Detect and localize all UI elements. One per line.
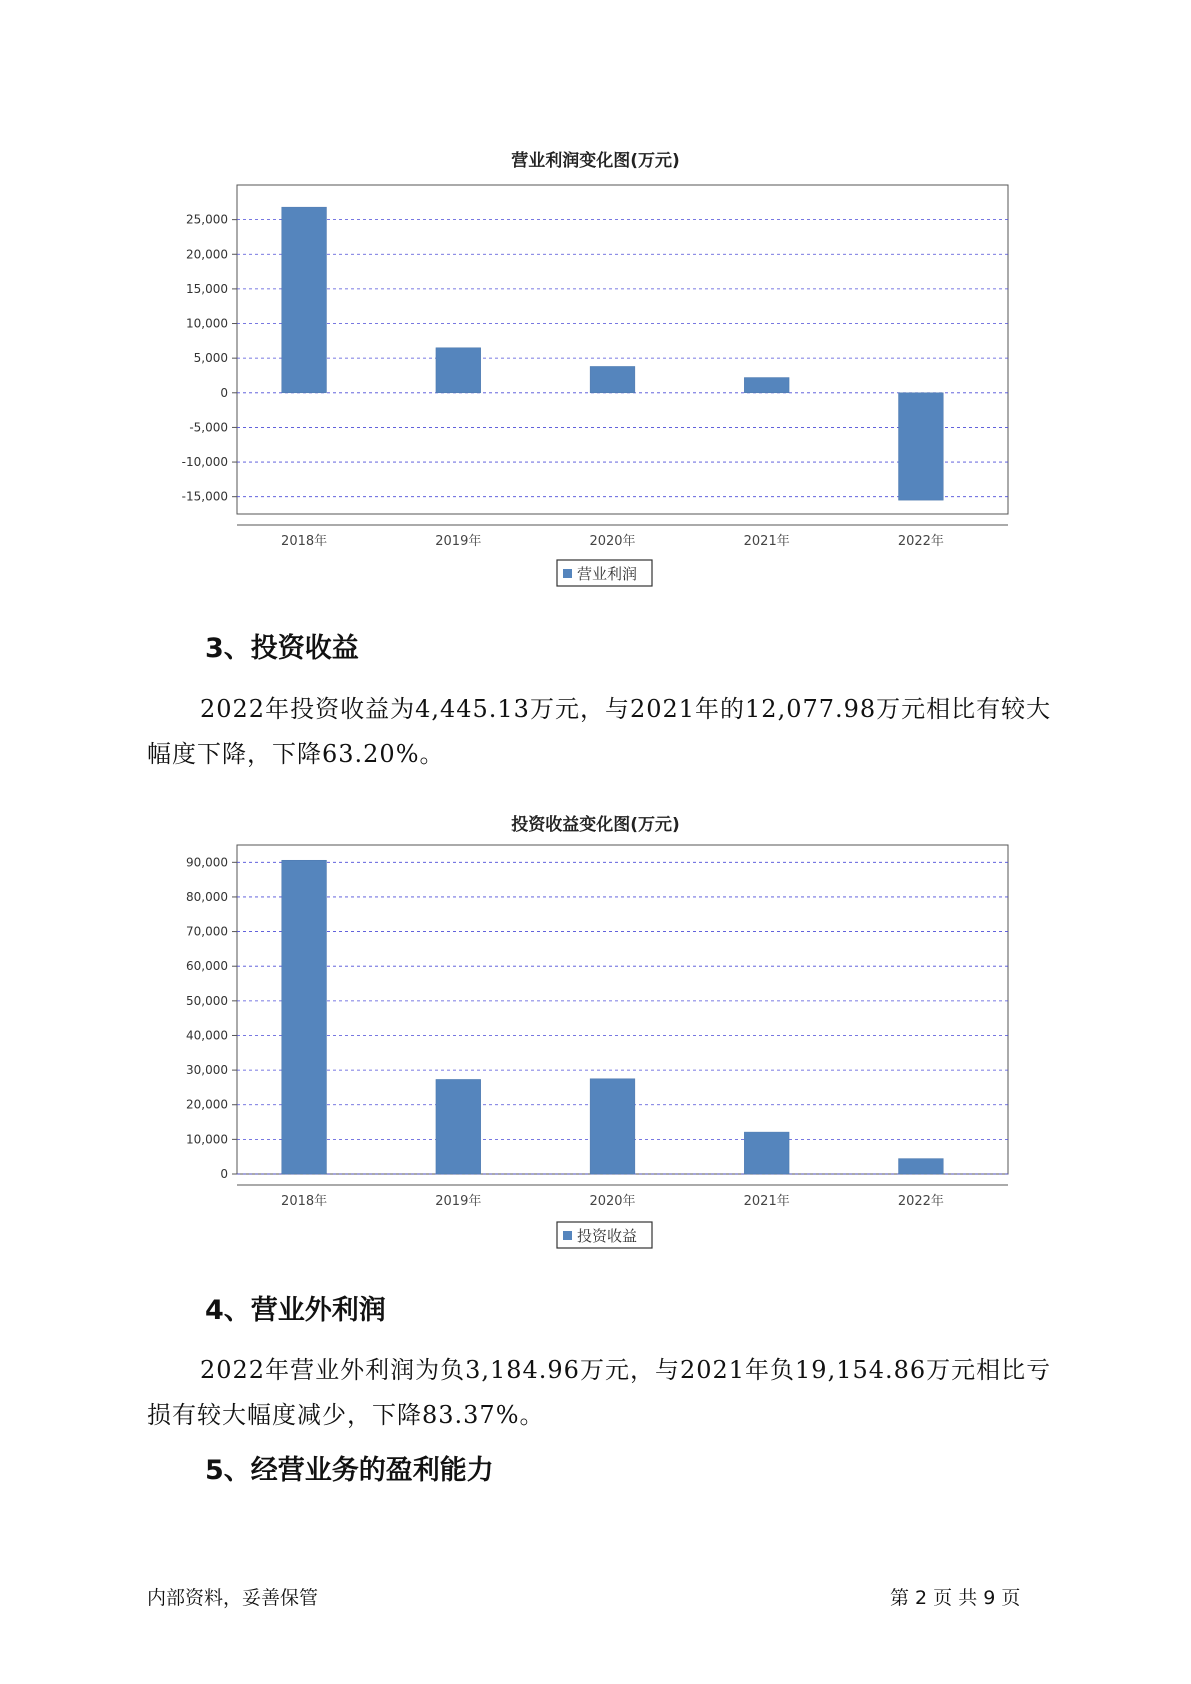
y-tick-label: 20,000 [186, 1097, 228, 1112]
y-tick-label: 80,000 [186, 889, 228, 904]
y-tick-label: 40,000 [186, 1028, 228, 1043]
y-tick-label: 70,000 [186, 924, 228, 939]
chart-title-investment-income: 投资收益变化图(万元) [511, 815, 680, 835]
x-tick-label: 2020年 [589, 1194, 636, 1209]
bar-2019年 [436, 1079, 481, 1174]
x-tick-label: 2020年 [589, 534, 636, 549]
legend-label: 营业利润 [577, 565, 638, 583]
y-tick-label: 15,000 [186, 281, 228, 296]
y-tick-label: -5,000 [189, 420, 228, 435]
x-tick-label: 2019年 [435, 534, 482, 549]
y-tick-label: 50,000 [186, 993, 228, 1008]
footer-confidential-note: 内部资料，妥善保管 [147, 1587, 319, 1609]
footer-page-number: 第 2 页 共 9 页 [890, 1587, 1021, 1609]
bar-2022年 [899, 1159, 944, 1174]
y-tick-label: -10,000 [181, 455, 228, 470]
section-5-heading: 5、经营业务的盈利能力 [205, 1455, 494, 1486]
section-3-text: 2022年投资收益为4,445.13万元，与2021年的12,077.98万元相比有较大幅度下降，下降63.20%。 [147, 695, 1052, 768]
x-tick-label: 2018年 [281, 534, 328, 549]
y-tick-label: 0 [220, 385, 228, 400]
x-tick-label: 2019年 [435, 1194, 482, 1209]
bar-2021年 [744, 1132, 789, 1174]
legend-swatch [563, 1231, 572, 1240]
bar-2018年 [282, 860, 327, 1174]
x-tick-label: 2018年 [281, 1194, 328, 1209]
y-tick-label: 90,000 [186, 855, 228, 870]
y-tick-label: 5,000 [193, 351, 228, 366]
y-tick-label: 60,000 [186, 959, 228, 974]
y-tick-label: 25,000 [186, 212, 228, 227]
section-3-heading: 3、投资收益 [205, 633, 359, 664]
y-tick-label: 10,000 [186, 316, 228, 331]
y-tick-label: 10,000 [186, 1132, 228, 1147]
bar-2020年 [590, 1079, 635, 1174]
y-tick-label: 20,000 [186, 247, 228, 262]
section-4-heading: 4、营业外利润 [205, 1295, 386, 1326]
legend-label: 投资收益 [577, 1227, 638, 1245]
y-tick-label: 0 [220, 1167, 228, 1181]
x-tick-label: 2021年 [743, 1194, 790, 1209]
x-tick-label: 2022年 [897, 1194, 944, 1209]
x-tick-label: 2021年 [743, 534, 790, 549]
section-4-text: 2022年营业外利润为负3,184.96万元，与2021年负19,154.86万元相比亏损有较大幅度减少，下降83.37%。 [147, 1356, 1052, 1429]
chart-title-operating-profit: 营业利润变化图(万元) [511, 151, 680, 171]
y-tick-label: 30,000 [186, 1063, 228, 1078]
y-tick-label: -15,000 [181, 489, 228, 504]
x-tick-label: 2022年 [897, 534, 944, 549]
